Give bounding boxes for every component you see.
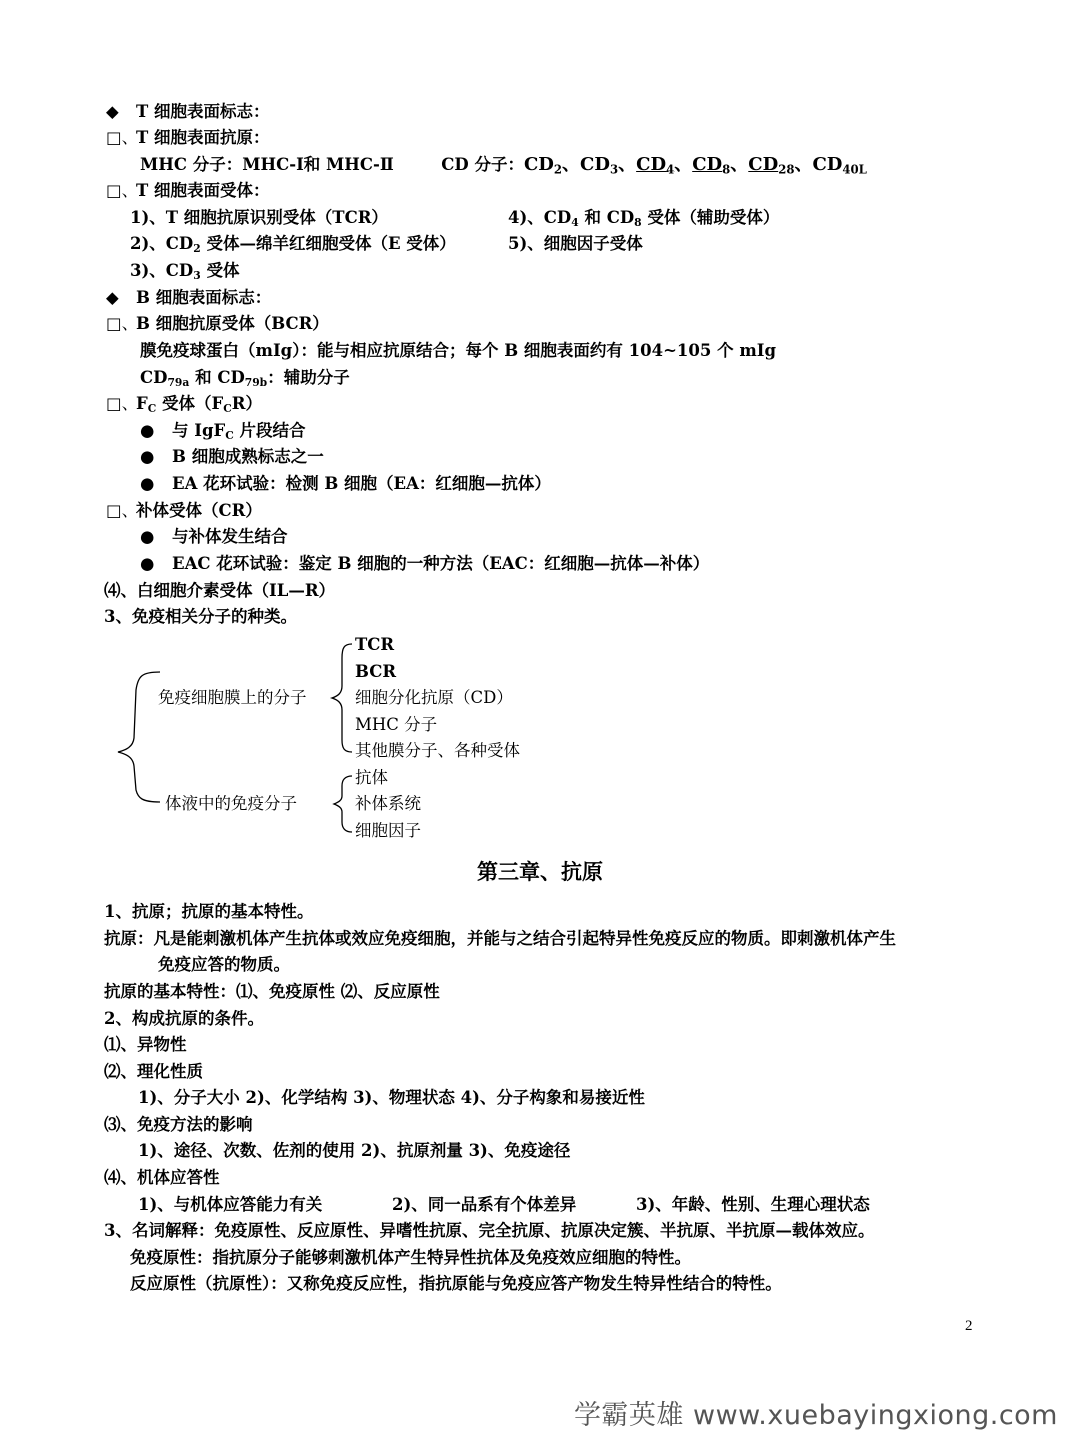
tree-group1-label: 免疫细胞膜上的分子 [158,688,307,707]
page-number: 2 [965,1318,973,1334]
cd79-line: $CD_{79a}$ 和 $CD_{79b}$：辅助分子 [140,368,350,390]
circle-bullet-icon: ● [140,447,155,466]
ch3-line: 3)、年龄、性别、生理心理状态 [636,1195,870,1214]
fc-receptor-heading: □、$F_C$ 受体$(F_CR)$ [106,394,262,416]
il-receptor-heading: ⑷、白细胞介素受体（IL—R） [104,581,336,600]
diamond-bullet-icon: ◆ [106,102,119,121]
mig-line: 膜免疫球蛋白（mIg）：能与相应抗原结合；每个 B 细胞表面约有 104~105 个 mIg [140,341,777,360]
immune-molecules-heading: 3、免疫相关分子的种类。 [104,607,297,626]
ch3-line: 1)、途径、次数、佐剂的使用 2)、抗原剂量 3)、免疫途径 [138,1141,571,1160]
receptor-3: 3)、$CD_3$ 受体 [130,261,240,283]
missing-glyph-marker: □、 [106,314,139,333]
tree-item: 补体系统 [355,794,421,813]
bullet-item: ● 与补体发生结合 [140,527,288,546]
ch3-line: ⑵、理化性质 [104,1062,203,1081]
tree-item: TCR [355,635,395,654]
outer-brace [118,672,160,802]
chapter-title: 第三章、抗原 [477,860,603,884]
group1-brace [332,644,352,752]
ch3-line: 免疫应答的物质。 [158,955,290,974]
circle-bullet-icon: ● [140,554,155,573]
circle-bullet-icon: ● [140,421,155,440]
complement-receptor-heading: □、补体受体（CR） [106,501,262,520]
bullet-item: ● EA 花环试验：检测 B 细胞（EA：红细胞—抗体） [140,474,551,493]
missing-glyph-marker: □、 [106,501,139,520]
tree-item: 细胞因子 [355,821,421,840]
bcr-heading: □、B 细胞抗原受体（BCR） [106,314,329,333]
ch3-line: 反应原性（抗原性）：又称免疫反应性，指抗原能与免疫应答产物发生特异性结合的特性。 [130,1274,782,1293]
bullet-item: ● B 细胞成熟标志之一 [140,447,324,466]
ch3-line: 2)、同一品系有个体差异 [392,1195,577,1214]
tree-item: 细胞分化抗原（CD） [355,688,513,707]
ch3-line: 1、抗原；抗原的基本特性。 [104,902,314,921]
tree-item: 其他膜分子、各种受体 [355,741,520,760]
missing-glyph-marker: □、 [106,394,139,413]
tree-item: BCR [355,662,397,681]
ch3-line: ⑶、免疫方法的影响 [104,1115,253,1134]
tree-group2-label: 体液中的免疫分子 [165,794,297,813]
circle-bullet-icon: ● [140,474,155,493]
cd-list: $CD_2$、$CD_3$、$CD_4$、$CD_8$、$CD_{28}$、$CD_{40L}$ [523,154,867,177]
t-cell-markers-heading: ◆ T 细胞表面标志： [106,102,270,121]
bracket-diagram [110,630,360,850]
circle-bullet-icon: ● [140,527,155,546]
diamond-bullet-icon: ◆ [106,288,119,307]
bullet-item: ● EAC 花环试验：鉴定 B 细胞的一种方法（EAC：红细胞—抗体—补体） [140,554,710,573]
ch3-line: 3、名词解释：免疫原性、反应原性、异嗜性抗原、完全抗原、抗原决定簇、半抗原、半抗原—载体效应。 [104,1221,875,1240]
b-cell-markers-heading: ◆ B 细胞表面标志： [106,288,272,307]
ch3-line: 抗原：凡是能刺激机体产生抗体或效应免疫细胞，并能与之结合引起特异性免疫反应的物质。即刺激机体产生 [104,929,896,948]
mhc-cd-line: MHC 分子：MHC-Ⅰ和 MHC-Ⅱ CD 分子：$CD_2$、$CD_3$、$CD_4$、$CD_8$、$CD_{28}$、$CD_{40L}$ [140,154,867,177]
group2-brace [334,776,352,832]
ch3-line: 1)、与机体应答能力有关 [138,1195,323,1214]
bullet-item: ● 与 IgF$_C$ 片段结合 [140,421,306,443]
ch3-line: 2、构成抗原的条件。 [104,1009,264,1028]
ch3-line: 抗原的基本特性：⑴、免疫原性 ⑵、反应原性 [104,982,440,1001]
ch3-line: ⑷、机体应答性 [104,1168,220,1187]
missing-glyph-marker: □、 [106,181,139,200]
ch3-line: 1)、分子大小 2)、化学结构 3)、物理状态 4)、分子构象和易接近性 [138,1088,645,1107]
tree-item: 抗体 [355,768,388,787]
t-cell-receptor-heading: □、T 细胞表面受体： [106,181,270,200]
tree-item: MHC 分子 [355,715,438,734]
receptor-1: 1)、T 细胞抗原识别受体（TCR） [130,208,388,227]
watermark: 学霸英雄 www.xuebayingxiong.com [573,1400,1058,1431]
receptor-4: 4)、$CD_4$ 和 $CD_8$ 受体（辅助受体） [508,208,780,230]
receptor-2: 2)、$CD_2$ 受体—绵羊红细胞受体（E 受体） [130,234,456,256]
receptor-5: 5)、细胞因子受体 [508,234,643,253]
missing-glyph-marker: □、 [106,128,139,147]
ch3-line: ⑴、异物性 [104,1035,187,1054]
t-cell-antigen-heading: □、T 细胞表面抗原： [106,128,270,147]
ch3-line: 免疫原性：指抗原分子能够刺激机体产生特异性抗体及免疫效应细胞的特性。 [130,1248,691,1267]
